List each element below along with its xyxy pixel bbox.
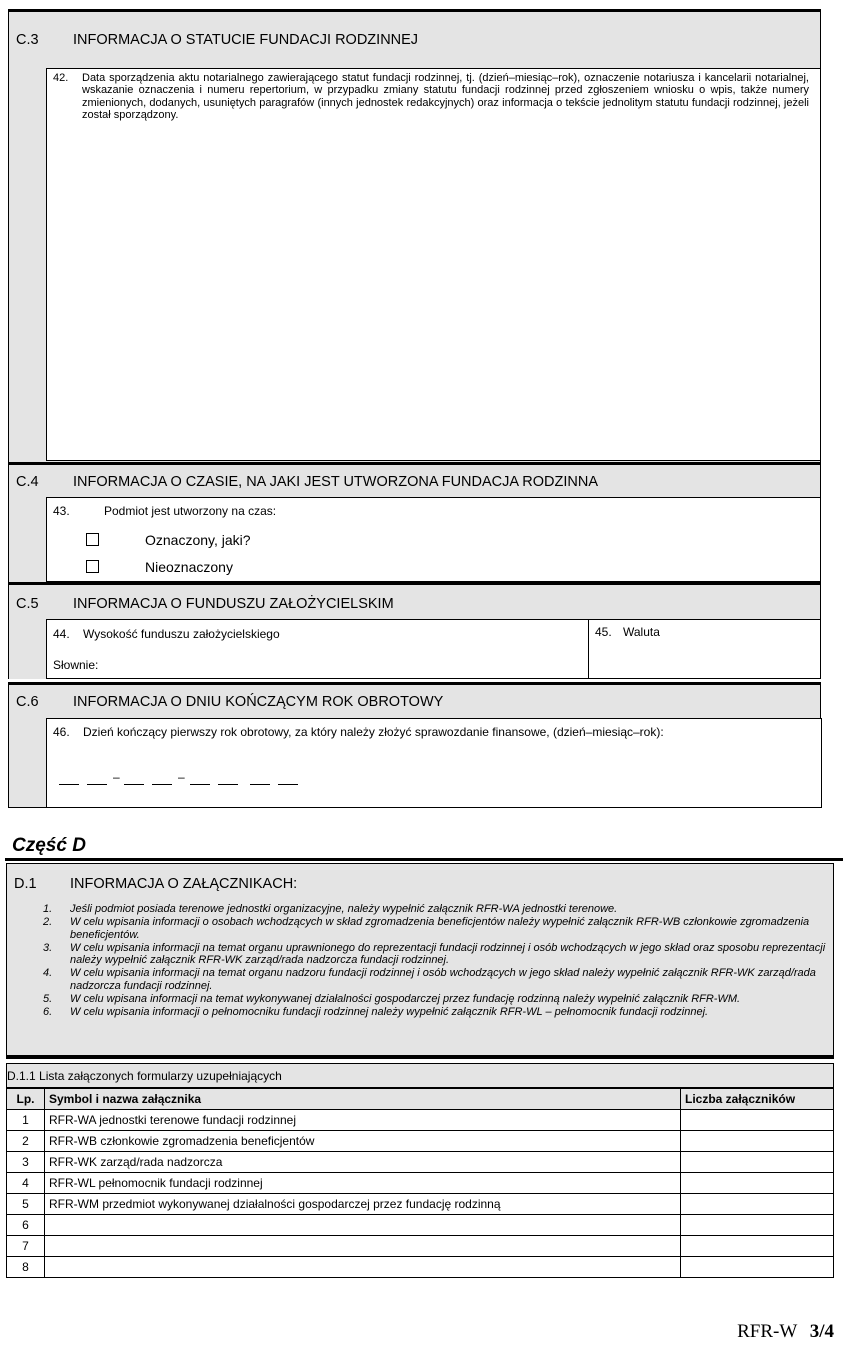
section-code: D.1 [14, 876, 37, 892]
attachment-count-cell[interactable] [681, 1215, 834, 1236]
section-title: INFORMACJA O STATUCIE FUNDACJI RODZINNEJ [73, 32, 419, 48]
field-42-statute-info[interactable] [46, 68, 821, 461]
date-month-digit-2[interactable] [152, 784, 172, 785]
field-number: 45. [595, 625, 612, 639]
notes-list [37, 903, 827, 1019]
header-count: Liczba załączników [681, 1089, 834, 1110]
attachment-name: RFR-WL pełnomocnik fundacji rodzinnej [45, 1173, 681, 1194]
part-d-heading: Część D [12, 835, 86, 856]
page-number: 3/4 [809, 1321, 834, 1342]
attachments-table [6, 1088, 834, 1278]
field-label: Wysokość funduszu założycielskiego [83, 627, 280, 641]
section-code: C.4 [16, 474, 39, 490]
attachment-name-cell[interactable] [45, 1257, 681, 1278]
field-label: Podmiot jest utworzony na czas: [104, 504, 277, 518]
date-year-digit-4[interactable] [278, 784, 298, 785]
section-title: INFORMACJA O CZASIE, NA JAKI JEST UTWORZONA FUNDACJA RODZINNA [73, 474, 599, 490]
note-item: 1. Jeśli podmiot posiada terenowe jednostki organizacyjne, należy wypełnić załącznik RFR-WA jednostki terenowe. [43, 903, 618, 915]
attachment-name: RFR-WK zarząd/rada nadzorcza [45, 1152, 681, 1173]
table-row [7, 1173, 834, 1194]
section-title: INFORMACJA O FUNDUSZU ZAŁOŻYCIELSKIM [73, 596, 394, 612]
section-code: C.3 [16, 32, 39, 48]
attachment-count-cell[interactable] [681, 1257, 834, 1278]
note-item: 6. W celu wpisania informacji o pełnomocniku fundacji rodzinnej należy wypełnić załącznik RFR-WL – pełnomocnik fundacji rodzinnej. [43, 1006, 709, 1019]
table-row [7, 1152, 834, 1173]
attachment-count-cell[interactable] [681, 1194, 834, 1215]
note-item: 2. W celu wpisania informacji o osobach wchodzących w skład zgromadzenia beneficjentów należy wypełnić załącznik RFR-WB członkowie zgromadzenia beneficjentów. [43, 916, 810, 941]
table-row [7, 1236, 834, 1257]
form-code: RFR-W [737, 1321, 797, 1342]
note-item: 5. W celu wpisana informacji na temat wykonywanej działalności gospodarczej przez fundację rodzinną należy wypełnić załącznik RFR-WM. [43, 993, 741, 1006]
table-header-row [7, 1089, 834, 1110]
section-code: C.6 [16, 694, 39, 710]
attachment-count-cell[interactable] [681, 1152, 834, 1173]
date-separator: – [113, 770, 120, 784]
header-lp: Lp. [7, 1089, 45, 1110]
row-number: 3 [7, 1152, 45, 1173]
note-item: 3. W celu wpisania informacji na temat organu uprawnionego do reprezentacji fundacji rodzinnej i osób wchodzących w jego skład oraz sposobu reprezentacji należy wypełnić załącznik RFR-WK zarząd/rada nadzorcza fundacji rodzinnej. [43, 941, 826, 967]
list-title: D.1.1 Lista załączonych formularzy uzupełniających [7, 1069, 282, 1083]
attachment-name: RFR-WA jednostki terenowe fundacji rodzinnej [45, 1110, 681, 1131]
date-separator: – [178, 770, 185, 784]
attachment-count-cell[interactable] [681, 1236, 834, 1257]
date-year-digit-3[interactable] [250, 784, 270, 785]
section-divider [5, 858, 843, 861]
field-number: 44. [53, 627, 70, 641]
field-number: 46. [53, 725, 70, 739]
field-label: Data sporządzenia aktu notarialnego zawierającego statut fundacji rodzinnej, tj. (dzień–miesiąc–rok), oznaczenie notariusza i kancelarii notarialnej, wskazanie oznaczenia i numeru repertorium, w przypadku zmiany statutu fundacji rodzinnej przed zgłoszeniem wniosku o wpis, także numery zmienionych, dodanych, usuniętych paragrafów (innych jednostek redakcyjnych) oraz informacja o tekście jednolitym statutu fundacji rodzinnej, jeżeli został sporządzony. [82, 72, 809, 121]
row-number: 7 [7, 1236, 45, 1257]
row-number: 8 [7, 1257, 45, 1278]
attachment-count-cell[interactable] [681, 1173, 834, 1194]
row-number: 4 [7, 1173, 45, 1194]
attachment-name-cell[interactable] [45, 1236, 681, 1257]
attachments-list-header [6, 1063, 834, 1088]
date-day-digit-1[interactable] [59, 784, 79, 785]
date-month-digit-1[interactable] [124, 784, 144, 785]
attachment-name-cell[interactable] [45, 1215, 681, 1236]
table-row [7, 1194, 834, 1215]
row-number: 2 [7, 1131, 45, 1152]
field-label: Dzień kończący pierwszy rok obrotowy, za który należy złożyć sprawozdanie finansowe, (dzień–miesiąc–rok): [83, 725, 664, 739]
table-row [7, 1257, 834, 1278]
field-46-fiscal-year-end[interactable] [46, 718, 822, 808]
table-row [7, 1110, 834, 1131]
row-number: 6 [7, 1215, 45, 1236]
table-row [7, 1131, 834, 1152]
header-symbol: Symbol i nazwa załącznika [45, 1089, 681, 1110]
field-44-founding-fund[interactable] [46, 619, 589, 679]
attachment-name: RFR-WM przedmiot wykonywanej działalności gospodarczej przez fundację rodzinną [45, 1194, 681, 1215]
row-number: 1 [7, 1110, 45, 1131]
section-divider [6, 1056, 834, 1059]
checkbox-indefinite-term[interactable] [86, 560, 99, 573]
attachment-count-cell[interactable] [681, 1131, 834, 1152]
option-label: Nieoznaczony [145, 559, 233, 575]
attachment-name: RFR-WB członkowie zgromadzenia beneficjentów [45, 1131, 681, 1152]
page-footer [737, 1321, 834, 1343]
field-number: 42. [53, 72, 69, 84]
section-title: INFORMACJA O DNIU KOŃCZĄCYM ROK OBROTOWY [73, 694, 444, 710]
date-year-digit-2[interactable] [218, 784, 238, 785]
field-number: 43. [53, 504, 70, 518]
field-45-currency[interactable] [588, 619, 821, 679]
row-number: 5 [7, 1194, 45, 1215]
date-day-digit-2[interactable] [87, 784, 107, 785]
field-label: Waluta [623, 625, 660, 639]
table-row [7, 1215, 834, 1236]
attachment-count-cell[interactable] [681, 1110, 834, 1131]
note-item: 4. W celu wpisania informacji na temat organu nadzoru fundacji rodzinnej i osób wchodzących w jego skład należy wypełnić załącznik RFR-WK zarząd/rada nadzorcza fundacji rodzinnej. [43, 967, 816, 992]
date-year-digit-1[interactable] [190, 784, 210, 785]
section-code: C.5 [16, 596, 39, 612]
field-43-duration [46, 497, 821, 582]
section-title: INFORMACJA O ZAŁĄCZNIKACH: [70, 876, 298, 892]
section-d1 [6, 863, 834, 1056]
option-label: Oznaczony, jaki? [145, 532, 251, 548]
words-label: Słownie: [53, 658, 99, 672]
checkbox-fixed-term[interactable] [86, 533, 99, 546]
